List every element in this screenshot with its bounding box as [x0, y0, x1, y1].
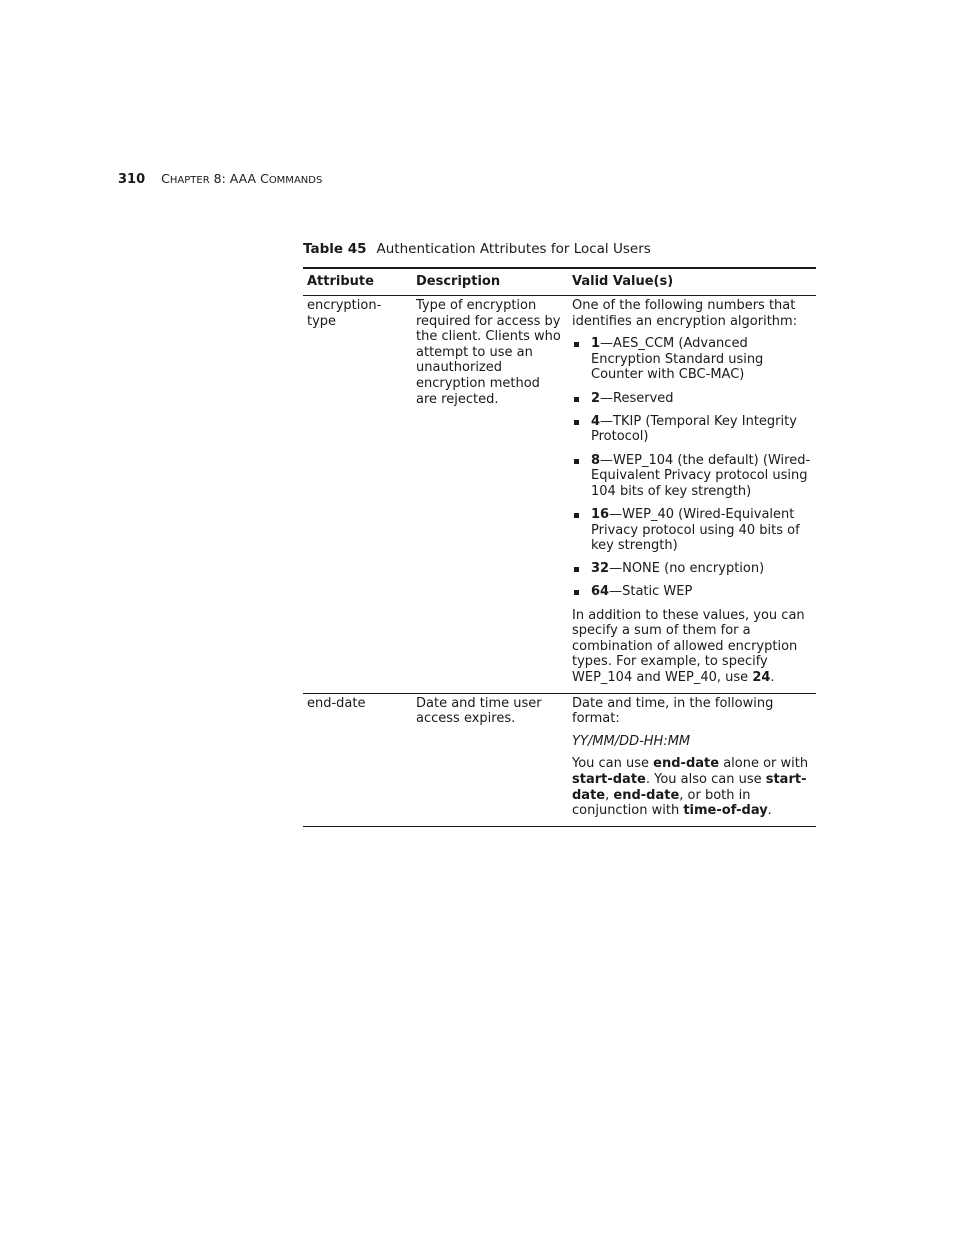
table-row: [303, 693, 816, 826]
bullet-square-icon: [574, 420, 579, 425]
values-outro: In addition to these values, you can specify a sum of them for a combination of allowed encryption types. For example, to specify WEP_104 and WEP_40, use 24.: [572, 607, 805, 686]
usage-note: You can use end-date alone or with start-date. You also can use start-date, end-date, or both in conjunction with time-of-day.: [572, 756, 809, 819]
table-row: [303, 296, 816, 694]
table-number: Table 45: [303, 241, 367, 257]
values-intro: Date and time, in the following format:: [572, 695, 774, 727]
values-intro: One of the following numbers that identifies an encryption algorithm:: [572, 298, 798, 329]
valid-values-cell: [568, 296, 816, 694]
description-cell: Date and time user access expires.: [412, 693, 568, 826]
attribute-cell: encryption-type: [303, 296, 412, 694]
running-header: [118, 171, 322, 187]
table-title: Authentication Attributes for Local Users: [376, 241, 651, 257]
column-header-attribute: Attribute: [303, 268, 412, 296]
list-item: 4—TKIP (Temporal Key Integrity Protocol): [572, 414, 812, 445]
values-list: [572, 336, 812, 600]
list-item: 64—Static WEP: [572, 584, 812, 600]
column-header-description: Description: [412, 268, 568, 296]
attribute-cell: end-date: [303, 693, 412, 826]
bullet-square-icon: [574, 397, 579, 402]
bullet-square-icon: [574, 513, 579, 518]
chapter-title: CHAPTER 8: AAA COMMANDS: [161, 171, 323, 186]
list-item: 32—NONE (no encryption): [572, 561, 812, 577]
bullet-square-icon: [574, 590, 579, 595]
attributes-table: [303, 267, 816, 827]
bullet-square-icon: [574, 567, 579, 572]
table-caption: [303, 241, 651, 257]
list-item: 16—WEP_40 (Wired-Equivalent Privacy protocol using 40 bits of key strength): [572, 507, 812, 554]
bullet-square-icon: [574, 459, 579, 464]
page-number: 310: [118, 172, 146, 187]
list-item: 8—WEP_104 (the default) (Wired-Equivalent Privacy protocol using 104 bits of key strength): [572, 453, 812, 500]
column-header-valid-values: Valid Value(s): [568, 268, 816, 296]
list-item: 1—AES_CCM (Advanced Encryption Standard using Counter with CBC-MAC): [572, 336, 812, 383]
date-format: YY/MM/DD-HH:MM: [572, 733, 691, 749]
list-item: 2—Reserved: [572, 391, 812, 407]
description-cell: Type of encryption required for access by the client. Clients who attempt to use an unauthorized encryption method are rejected.: [412, 296, 568, 694]
valid-values-cell: [568, 693, 816, 826]
bullet-square-icon: [574, 342, 579, 347]
table-header-row: [303, 268, 816, 296]
